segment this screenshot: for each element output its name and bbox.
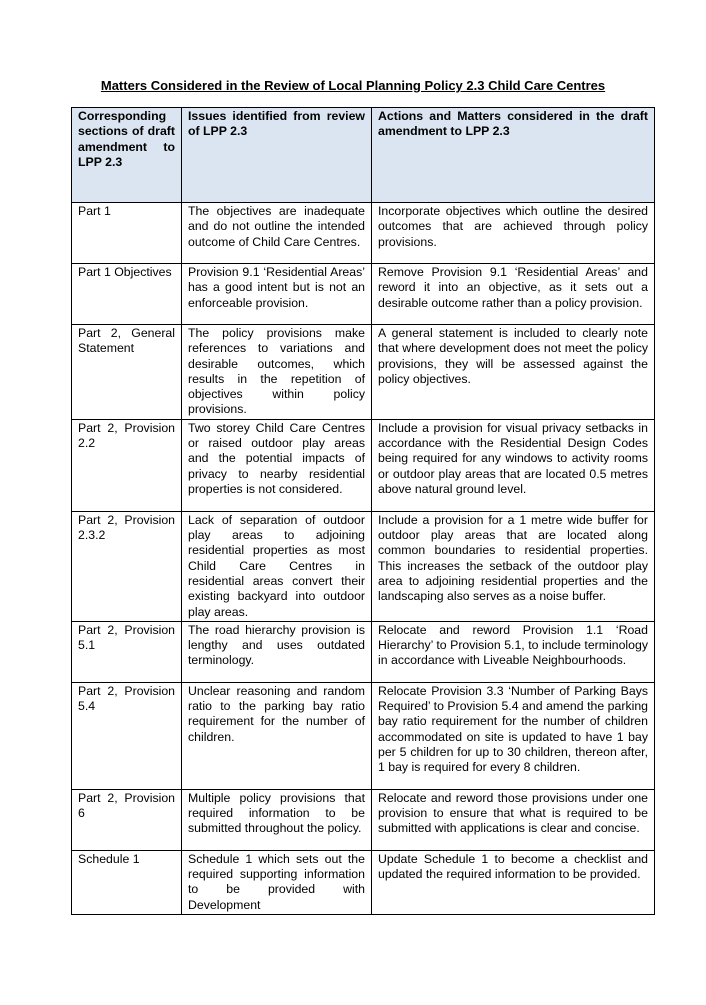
cell-section: Schedule 1: [72, 850, 182, 914]
header-actions: Actions and Matters considered in the draft amendment to LPP 2.3: [372, 108, 655, 203]
cell-section: Part 1 Objectives: [72, 264, 182, 325]
cell-action: Relocate and reword Provision 1.1 ‘Road Hierarchy’ to Provision 5.1, to include terminology in accordance with Liveable Neighbourhoods.: [372, 621, 655, 682]
table-header-row: [72, 108, 655, 203]
header-issues: Issues identified from review of LPP 2.3: [182, 108, 372, 203]
cell-issue: Unclear reasoning and random ratio to the parking bay ratio requirement for the number of children.: [182, 682, 372, 789]
review-table: [71, 107, 655, 915]
cell-issue: Lack of separation of outdoor play areas to adjoining residential properties as most Child Care Centres in residential areas convert their existing backyard into outdoor play areas.: [182, 511, 372, 621]
table-row: [72, 511, 655, 621]
cell-section: Part 2, Provision 2.3.2: [72, 511, 182, 621]
cell-action: A general statement is included to clearly note that where development does not meet the policy provisions, they will be assessed against the policy objectives.: [372, 325, 655, 420]
table-row: [72, 621, 655, 682]
cell-issue: Provision 9.1 ‘Residential Areas’ has a good intent but is not an enforceable provision.: [182, 264, 372, 325]
page-title: Matters Considered in the Review of Local Planning Policy 2.3 Child Care Centres: [100, 78, 606, 93]
cell-section: Part 2, Provision 5.1: [72, 621, 182, 682]
cell-section: Part 2, Provision 6: [72, 789, 182, 850]
cell-action: Remove Provision 9.1 ‘Residential Areas’ and reword it into an objective, as it sets out a desirable outcome rather than a policy provision.: [372, 264, 655, 325]
table-row: [72, 419, 655, 511]
cell-issue: The road hierarchy provision is lengthy and uses outdated terminology.: [182, 621, 372, 682]
table-row: [72, 325, 655, 420]
header-sections: Corresponding sections of draft amendment to LPP 2.3: [72, 108, 182, 203]
cell-action: Relocate Provision 3.3 ‘Number of Parking Bays Required’ to Provision 5.4 and amend the parking bay ratio requirement for the number of children accommodated on site is updated to have 1 bay per 5 children for up to 30 children, thereon after, 1 bay is required for every 8 children.: [372, 682, 655, 789]
cell-section: Part 2, General Statement: [72, 325, 182, 420]
table-row: [72, 682, 655, 789]
cell-issue: Schedule 1 which sets out the required supporting information to be provided with Development: [182, 850, 372, 914]
cell-section: Part 1: [72, 203, 182, 264]
cell-section: Part 2, Provision 2.2: [72, 419, 182, 511]
table-row: [72, 850, 655, 914]
cell-issue: The policy provisions make references to variations and desirable outcomes, which results in the repetition of objectives within policy provisions.: [182, 325, 372, 420]
cell-action: Update Schedule 1 to become a checklist and updated the required information to be provided.: [372, 850, 655, 914]
cell-issue: Two storey Child Care Centres or raised outdoor play areas and the potential impacts of privacy to nearby residential properties is not considered.: [182, 419, 372, 511]
cell-issue: Multiple policy provisions that required information to be submitted throughout the policy.: [182, 789, 372, 850]
table-row: [72, 264, 655, 325]
cell-action: Include a provision for a 1 metre wide buffer for outdoor play areas that are located along common boundaries to residential properties. This increases the setback of the outdoor play area to adjoining residential properties and the landscaping also serves as a noise buffer.: [372, 511, 655, 621]
cell-action: Relocate and reword those provisions under one provision to ensure that what is required to be submitted with applications is clear and concise.: [372, 789, 655, 850]
cell-issue: The objectives are inadequate and do not outline the intended outcome of Child Care Centres.: [182, 203, 372, 264]
cell-action: Include a provision for visual privacy setbacks in accordance with the Residential Design Codes being required for any windows to activity rooms or outdoor play areas that are located 0.5 metres above natural ground level.: [372, 419, 655, 511]
table-row: [72, 203, 655, 264]
cell-section: Part 2, Provision 5.4: [72, 682, 182, 789]
table-row: [72, 789, 655, 850]
cell-action: Incorporate objectives which outline the desired outcomes that are achieved through policy provisions.: [372, 203, 655, 264]
